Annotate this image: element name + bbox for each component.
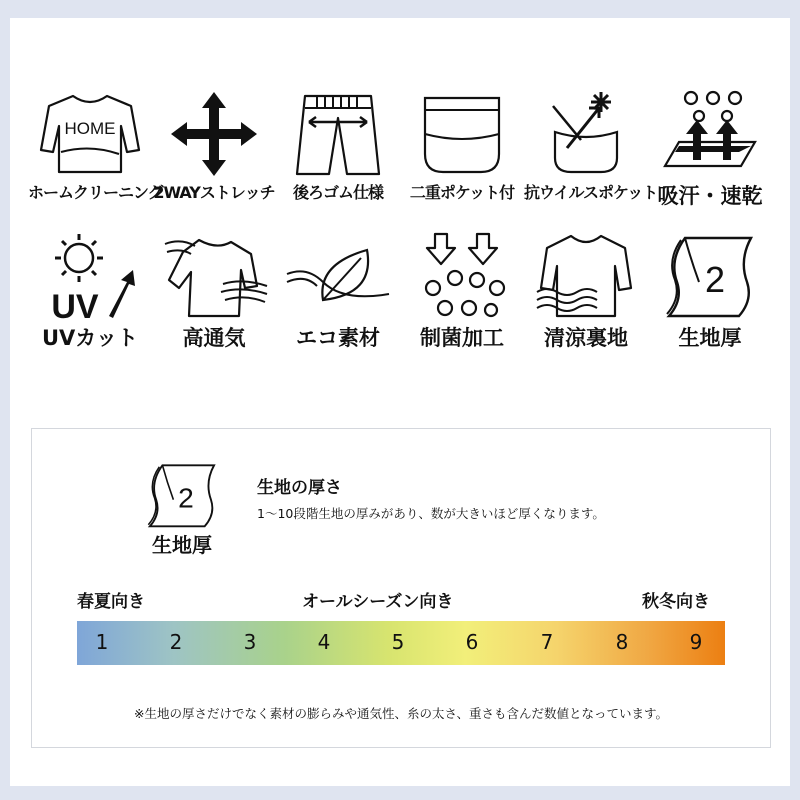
scale-value-7: 7 [540,630,554,654]
season-all-season: オールシーズン向き [302,592,454,612]
feature-elastic-back [276,88,400,203]
antiviral-pocket-icon [531,88,641,180]
uv-cut-sun-icon [35,230,145,322]
home-icon-text: HOME [64,119,116,138]
elastic-back-waist-icon [283,88,393,180]
legend-icon-value: 2 [178,481,194,514]
feature-antibacterial [400,230,524,352]
feature-label: 吸汗・速乾 [657,184,763,208]
season-autumn-winter: 秋冬向き [642,592,710,612]
season-spring-summer: 春夏向き [77,592,145,612]
scale-value-5: 5 [391,630,405,654]
feature-antiviral-pocket [524,88,658,203]
feature-sweat-quick-dry [648,88,772,210]
thickness-scale-bar [77,621,725,665]
feature-high-breathability [152,230,276,352]
legend-title: 生地の厚さ [257,478,342,498]
feature-eco-material [276,230,400,352]
legend-icon-label: 生地厚 [152,533,212,557]
feature-label: 抗ウイルスポケット [524,183,658,202]
thickness-icon-value: 2 [704,259,726,300]
feature-fabric-thickness [648,230,772,352]
fabric-thickness-icon [655,230,765,322]
scale-value-8: 8 [615,630,629,654]
feature-label: 二重ポケット付 [409,183,515,202]
feature-label: 高通気 [182,326,246,350]
double-pocket-icon [407,88,517,180]
thickness-legend-panel [31,428,771,748]
legend-thickness-icon-wrap [137,459,227,535]
scale-value-2: 2 [169,630,183,654]
feature-label: 2WAYストレッチ [153,183,275,202]
feature-label: エコ素材 [296,326,380,350]
feature-label: 後ろゴム仕様 [292,183,383,202]
home-shirt-icon [35,88,145,180]
high-breathability-shirt-icon [159,230,269,322]
feature-2way-stretch [152,88,276,203]
scale-value-3: 3 [243,630,257,654]
feature-label: 生地厚 [678,326,742,350]
feature-label: ホームクリーニング [28,183,163,202]
legend-description: 1〜10段階生地の厚みがあり、数が大きいほど厚くなります。 [257,506,605,521]
feature-label: 制菌加工 [420,326,504,350]
feature-label: 清涼裏地 [544,326,628,350]
feature-cool-lining [524,230,648,352]
fabric-thickness-icon [137,459,227,531]
antibacterial-icon [407,230,517,322]
scale-value-1: 1 [95,630,109,654]
feature-uv-cut [28,230,152,352]
sweat-absorb-quick-dry-icon [655,88,765,180]
eco-leaf-icon [283,230,393,322]
footnote: ※生地の厚さだけでなく素材の膨らみや通気性、糸の太さ、重さも含んだ数値となっています。 [134,706,668,721]
scale-value-9: 9 [689,630,703,654]
feature-double-pocket [400,88,524,203]
two-way-stretch-arrows-icon [159,88,269,180]
scale-value-4: 4 [317,630,331,654]
scale-value-6: 6 [465,630,479,654]
cool-lining-shirt-icon [531,230,641,322]
feature-home-cleaning [28,88,163,203]
feature-label: UVカット [41,326,139,350]
uv-icon-text: UV [51,288,99,322]
